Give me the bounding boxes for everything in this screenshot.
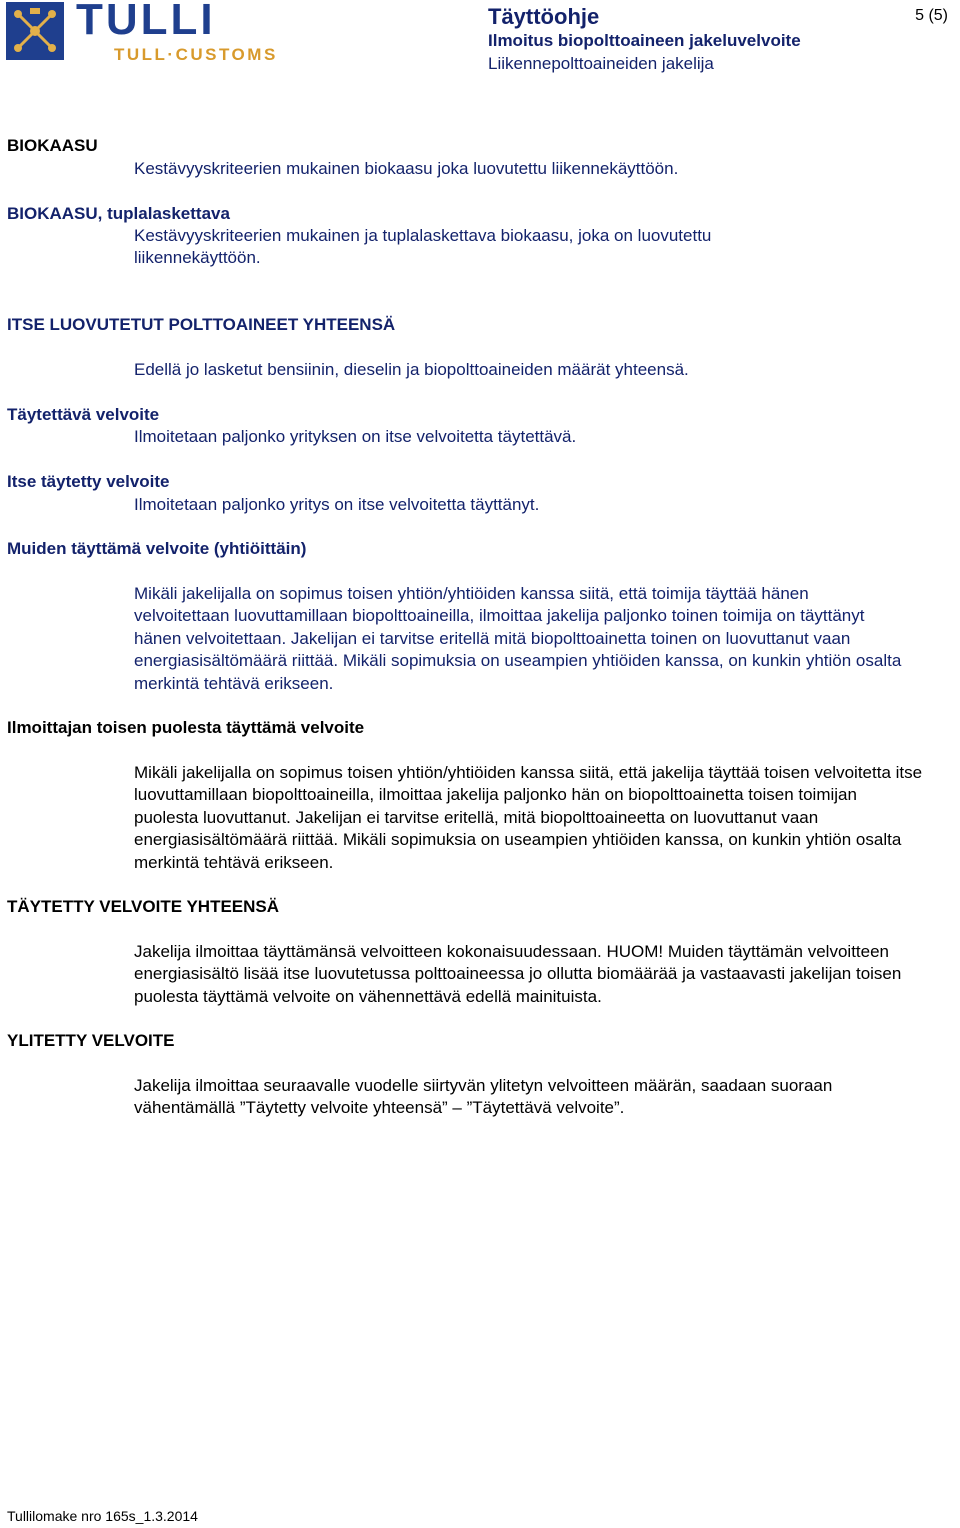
section-heading-taytettava-velvoite: Täytettävä velvoite <box>7 405 160 424</box>
form-number-footer: Tullilomake nro 165s_1.3.2014 <box>7 1508 198 1524</box>
section-text-taytettava-velvoite: Ilmoitetaan paljonko yrityksen on itse velvoitetta täytettävä. <box>134 427 577 446</box>
section-text-biokaasu: Kestävyyskriteerien mukainen biokaasu joka luovutettu liikennekäyttöön. <box>134 159 679 178</box>
document-subtitle-secondary: Liikennepolttoaineiden jakelija <box>488 54 714 73</box>
section-heading-taytetty-yhteensa: TÄYTETTY VELVOITE YHTEENSÄ <box>7 897 280 916</box>
page-number: 5 (5) <box>915 7 948 24</box>
logo-subtitle: TULL·CUSTOMS <box>114 45 278 64</box>
section-text-ylitetty-velvoite: Jakelija ilmoittaa seuraavalle vuodelle siirtyvän ylitetyn velvoitteen määrän, saadaan suoraan vähentämällä ”Täytetty velvoite yhteensä” – ”Täytettävä velvoite”. <box>134 1076 833 1118</box>
document-subtitle: Ilmoitus biopolttoaineen jakeluvelvoite <box>488 31 801 50</box>
section-heading-toisen-puolesta: Ilmoittajan toisen puolesta täyttämä velvoite <box>7 718 365 737</box>
customs-emblem-icon <box>6 2 64 60</box>
document-title: Täyttöohje <box>488 4 600 29</box>
section-heading-itse-luovutetut: ITSE LUOVUTETUT POLTTOAINEET YHTEENSÄ <box>7 315 396 334</box>
section-text-toisen-puolesta: Mikäli jakelijalla on sopimus toisen yhtiön/yhtiöiden kanssa siitä, että jakelija täyttää toisen velvoitetta itse luovuttamillaan biopolttoaineilla, ilmoittaa jakelija paljonko hän on biopolttoainetta toisen toimijan puolesta luovuttanut. Jakelijan ei tarvitse eritellä, mitä biopolttoaineetta on luovuttanut vaan energiasisältömäärä riittää. Mikäli sopimuksia on useampien yhtiöiden kanssa, on kunkin yhtiön osalta merkintä tehtävä erikseen. <box>134 763 923 872</box>
section-heading-itse-taytetty: Itse täytetty velvoite <box>7 472 170 491</box>
section-heading-ylitetty-velvoite: YLITETTY VELVOITE <box>7 1031 175 1050</box>
section-text-itse-taytetty: Ilmoitetaan paljonko yritys on itse velvoitetta täyttänyt. <box>134 495 540 514</box>
section-text-muiden-tayttama: Mikäli jakelijalla on sopimus toisen yhtiön/yhtiöiden kanssa siitä, että toimija täyttää hänen velvoitettaan luovuttamillaan biopolttoaineilla, ilmoittaa jakelija paljonko toinen toimija on täyttänyt hänen velvoitettaan. Jakelijan ei tarvitse eritellä mitä biopolttoainetta toinen on luovuttanut vaan energiasisältömäärä riittää. Mikäli sopimuksia on useampien yhtiöiden kanssa, on kunkin yhtiön osalta merkintä tehtävä erikseen. <box>134 584 902 693</box>
section-heading-biokaasu: BIOKAASU <box>7 136 98 155</box>
section-text-taytetty-yhteensa: Jakelija ilmoittaa täyttämänsä velvoitteen kokonaisuudessaan. HUOM! Muiden täyttämän velvoitteen energiasisältö lisää itse luovutetussa polttoaineessa jo ollutta biomäärää ja vastaavasti jakelijan toisen puolesta täyttämä velvoite on vähennettävä edellä mainituista. <box>134 942 902 1006</box>
section-text-biokaasu-tupla: Kestävyyskriteerien mukainen ja tuplalaskettava biokaasu, joka on luovutettu liikennekäyttöön. <box>134 226 712 268</box>
section-heading-biokaasu-tupla: BIOKAASU, tuplalaskettava <box>7 204 230 223</box>
section-heading-muiden-tayttama: Muiden täyttämä velvoite (yhtiöittäin) <box>7 539 307 558</box>
section-text-itse-luovutetut: Edellä jo lasketut bensiinin, dieselin ja biopolttoaineiden määrät yhteensä. <box>134 360 689 379</box>
logo-wordmark: TULLI <box>76 0 216 44</box>
